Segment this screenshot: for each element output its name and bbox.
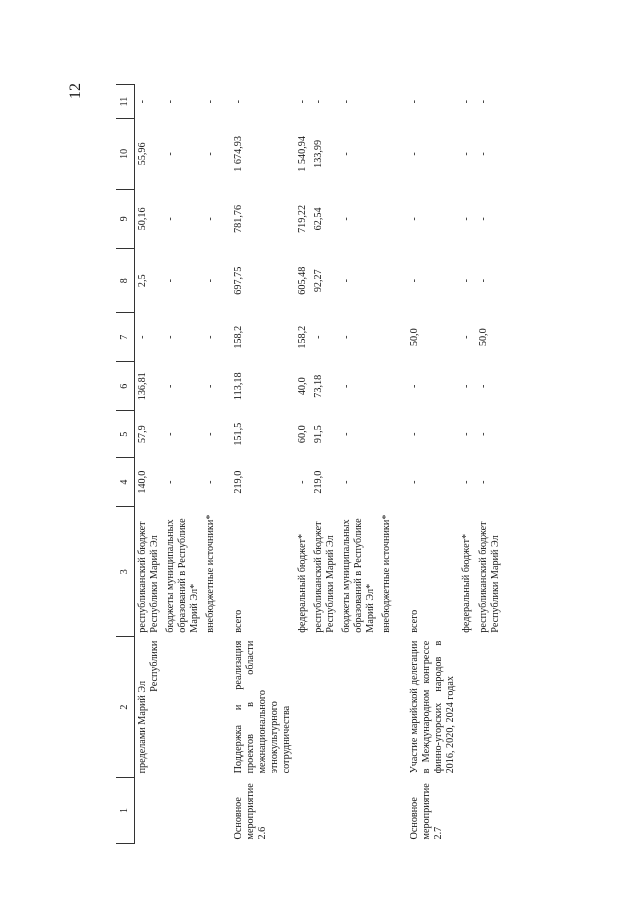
- value-cell: -: [313, 335, 325, 339]
- measure-name-cell: [134, 777, 163, 843]
- value-cell: -: [477, 432, 489, 436]
- table-row: [379, 85, 395, 844]
- value-cell: -: [204, 217, 216, 221]
- value-cell: -: [164, 217, 176, 221]
- value-cell: 219,0: [232, 470, 244, 494]
- col-header: 9: [116, 189, 134, 249]
- value-cell: [379, 249, 395, 313]
- value-cell: 697,75: [232, 266, 244, 295]
- funding-source-cell: бюджеты муниципальных образований в Республике Марий Эл*: [164, 518, 200, 633]
- value-cell: 1 540,94: [297, 136, 309, 172]
- value-cell: -: [477, 480, 489, 484]
- value-cell: 60,0: [297, 425, 309, 444]
- measure-name-cell: [163, 777, 203, 843]
- value-cell: 133,99: [313, 139, 325, 168]
- value-cell: -: [232, 99, 244, 104]
- value-cell: -: [204, 335, 216, 339]
- value-cell: 140,0: [136, 470, 148, 494]
- measure-title-cell: [163, 637, 203, 778]
- value-cell: -: [341, 480, 353, 484]
- measure-name-cell: [459, 777, 475, 843]
- table-row: [203, 85, 219, 844]
- measure-title-cell: [476, 637, 504, 778]
- funding-source-cell: федеральный бюджет*: [297, 533, 309, 633]
- table-row: [134, 85, 163, 844]
- value-cell: -: [409, 217, 421, 221]
- value-cell: [379, 362, 395, 411]
- row-spacer: [395, 85, 407, 844]
- table-row: [295, 85, 311, 844]
- value-cell: -: [461, 384, 473, 388]
- header-row: [116, 85, 134, 844]
- value-cell: 50,0: [409, 328, 421, 347]
- measure-title-cell: [459, 637, 475, 778]
- table-row: [476, 85, 504, 844]
- value-cell: -: [461, 152, 473, 156]
- measure-title-cell: [339, 637, 379, 778]
- funding-source-cell: внебюджетные источники*: [381, 514, 393, 633]
- table-row: [407, 85, 459, 844]
- measure-title-cell: [379, 637, 395, 778]
- value-cell: -: [204, 432, 216, 436]
- funding-source-cell: всего: [232, 609, 244, 633]
- funding-source-cell: бюджеты муниципальных образований в Республике Марий Эл*: [341, 518, 377, 633]
- value-cell: -: [204, 279, 216, 283]
- budget-table: [116, 84, 504, 844]
- measure-name-cell: [295, 777, 311, 843]
- row-spacer-cell: [219, 85, 231, 844]
- funding-source-cell: республиканский бюджет Республики Марий Эл: [313, 521, 337, 633]
- funding-source-cell: федеральный бюджет*: [461, 533, 473, 633]
- value-cell: -: [341, 335, 353, 339]
- value-cell: 62,54: [313, 207, 325, 231]
- value-cell: -: [409, 152, 421, 156]
- value-cell: -: [341, 217, 353, 221]
- funding-source-cell: республиканский бюджет Республики Марий Эл: [136, 521, 160, 633]
- value-cell: -: [477, 99, 489, 104]
- value-cell: 57,9: [136, 425, 148, 444]
- value-cell: 92,27: [313, 269, 325, 293]
- value-cell: 136,81: [136, 372, 148, 401]
- funding-source-cell: республиканский бюджет Республики Марий Эл: [477, 521, 501, 633]
- value-cell: 55,96: [136, 142, 148, 166]
- value-cell: -: [341, 384, 353, 388]
- measure-title-cell: Поддержка и реализация проектов в области межнационального этнокультурного сотрудничества: [232, 640, 293, 774]
- measure-name-cell: [311, 777, 339, 843]
- value-cell: -: [164, 279, 176, 283]
- value-cell: 40,0: [297, 377, 309, 396]
- value-cell: -: [164, 99, 176, 104]
- value-cell: -: [164, 432, 176, 436]
- value-cell: -: [461, 99, 473, 104]
- value-cell: -: [341, 99, 353, 104]
- value-cell: -: [461, 279, 473, 283]
- value-cell: -: [477, 217, 489, 221]
- value-cell: -: [409, 432, 421, 436]
- value-cell: 605,48: [297, 266, 309, 295]
- value-cell: 91,5: [313, 425, 325, 444]
- value-cell: -: [477, 384, 489, 388]
- value-cell: 219,0: [313, 470, 325, 494]
- value-cell: 113,18: [232, 372, 244, 401]
- funding-source-cell: внебюджетные источники*: [204, 514, 216, 633]
- value-cell: -: [409, 279, 421, 283]
- value-cell: -: [461, 480, 473, 484]
- value-cell: [379, 411, 395, 458]
- col-header: 7: [116, 313, 134, 362]
- col-header: 10: [116, 119, 134, 189]
- col-header: 1: [116, 777, 134, 843]
- measure-name-cell: [203, 777, 219, 843]
- col-header: 8: [116, 249, 134, 313]
- table-row: [231, 85, 295, 844]
- value-cell: -: [409, 480, 421, 484]
- measure-title-cell: Участие марийской делегации в Международном конгрессе финно-угорских народов в 2016, 2020, 2024 годах: [409, 640, 457, 774]
- rotated-table-area: [116, 84, 524, 844]
- measure-name-cell: Основное мероприятие 2.7: [409, 783, 445, 840]
- measure-title-cell: пределами Марий Эл Республики: [136, 640, 160, 774]
- col-header: 6: [116, 362, 134, 411]
- value-cell: [379, 313, 395, 362]
- value-cell: -: [297, 480, 309, 484]
- value-cell: -: [136, 99, 148, 104]
- value-cell: [379, 458, 395, 507]
- value-cell: [379, 189, 395, 249]
- table-row: [339, 85, 379, 844]
- col-header: 3: [116, 507, 134, 637]
- value-cell: -: [477, 279, 489, 283]
- value-cell: -: [477, 152, 489, 156]
- value-cell: 73,18: [313, 374, 325, 398]
- value-cell: -: [204, 480, 216, 484]
- table-row: [311, 85, 339, 844]
- value-cell: [379, 119, 395, 189]
- value-cell: 158,2: [297, 325, 309, 349]
- value-cell: -: [341, 279, 353, 283]
- value-cell: [379, 85, 395, 119]
- row-spacer-cell: [395, 85, 407, 844]
- col-header: 5: [116, 411, 134, 458]
- value-cell: -: [461, 217, 473, 221]
- value-cell: -: [313, 99, 325, 104]
- row-spacer: [219, 85, 231, 844]
- value-cell: -: [164, 335, 176, 339]
- measure-title-cell: [311, 637, 339, 778]
- value-cell: 1 674,93: [232, 136, 244, 172]
- value-cell: -: [164, 152, 176, 156]
- measure-name-cell: Основное мероприятие 2.6: [232, 783, 269, 840]
- col-header: 11: [116, 85, 134, 119]
- col-header: 4: [116, 458, 134, 507]
- measure-title-cell: [295, 637, 311, 778]
- value-cell: -: [204, 384, 216, 388]
- value-cell: -: [136, 335, 148, 339]
- funding-source-cell: всего: [409, 609, 421, 633]
- table-row: [459, 85, 475, 844]
- value-cell: -: [204, 152, 216, 156]
- value-cell: 158,2: [232, 325, 244, 349]
- value-cell: -: [461, 335, 473, 339]
- value-cell: -: [461, 432, 473, 436]
- measure-title-cell: [203, 637, 219, 778]
- table-body: [134, 85, 503, 844]
- value-cell: -: [164, 384, 176, 388]
- value-cell: 2,5: [136, 274, 148, 288]
- value-cell: -: [409, 99, 421, 104]
- page-number: 12: [67, 83, 84, 99]
- value-cell: -: [164, 480, 176, 484]
- value-cell: -: [341, 432, 353, 436]
- value-cell: -: [341, 152, 353, 156]
- value-cell: 151,5: [232, 422, 244, 446]
- value-cell: 50,16: [136, 207, 148, 231]
- table-wrapper: [116, 84, 524, 844]
- value-cell: -: [297, 99, 309, 104]
- value-cell: 50,0: [477, 328, 489, 347]
- col-header: 2: [116, 637, 134, 778]
- value-cell: 719,22: [297, 204, 309, 233]
- table-row: [163, 85, 203, 844]
- value-cell: -: [204, 99, 216, 104]
- measure-name-cell: [476, 777, 504, 843]
- measure-name-cell: [339, 777, 379, 843]
- measure-name-cell: [379, 777, 395, 843]
- measure-title-continuation: Республики: [148, 640, 160, 692]
- value-cell: 781,76: [232, 204, 244, 233]
- value-cell: -: [409, 384, 421, 388]
